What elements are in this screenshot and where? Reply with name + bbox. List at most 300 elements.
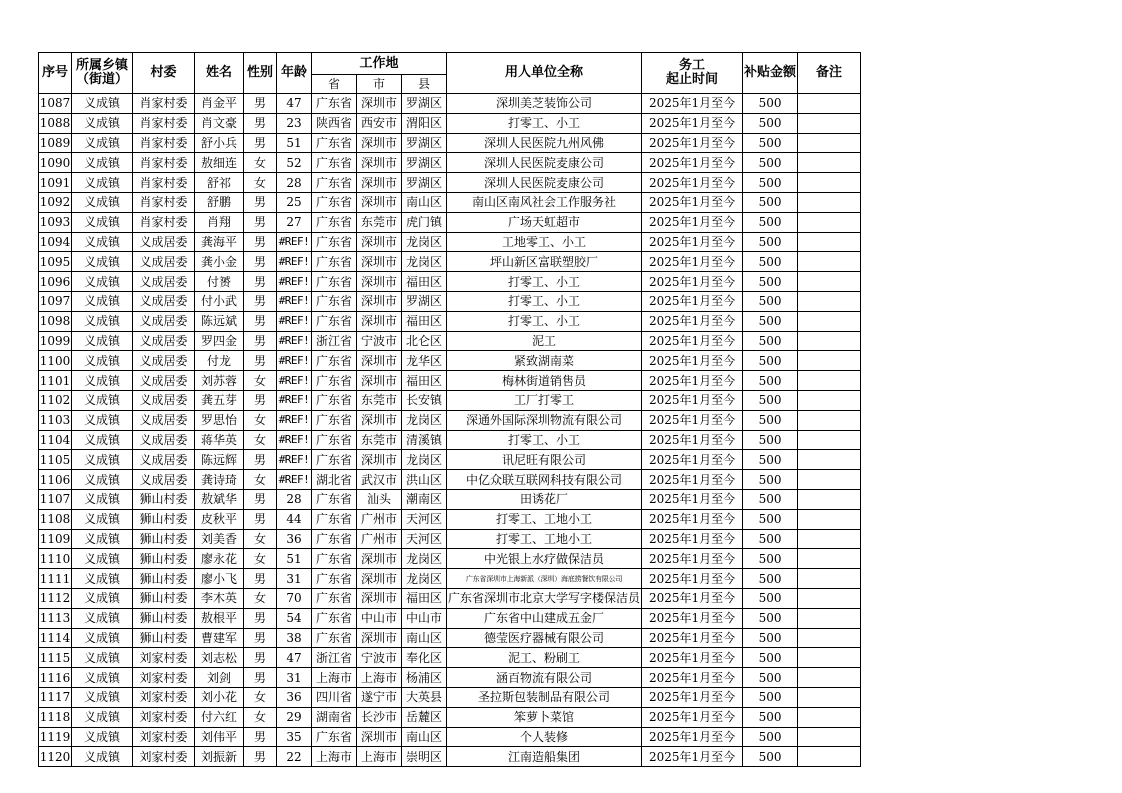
table-row: [39, 470, 861, 490]
cell-remark: [798, 549, 861, 569]
cell-seq: 1091: [39, 173, 72, 193]
cell-remark: [798, 192, 861, 212]
cell-name: 陈远辉: [195, 450, 244, 470]
cell-province: 广东省: [312, 549, 357, 569]
cell-town: 义成镇: [72, 351, 133, 371]
cell-county: 福田区: [402, 371, 447, 391]
cell-gender: 男: [244, 94, 277, 114]
cell-remark: [798, 588, 861, 608]
cell-work-time: 2025年1月至今: [642, 212, 743, 232]
cell-gender: 女: [244, 549, 277, 569]
cell-employer: 深圳美芝装饰公司: [447, 94, 642, 114]
cell-subsidy: 500: [743, 588, 798, 608]
cell-city: 长沙市: [357, 707, 402, 727]
cell-name: 龚海平: [195, 232, 244, 252]
table-body: [39, 94, 861, 767]
cell-gender: 女: [244, 470, 277, 490]
cell-employer: 江南造船集团: [447, 747, 642, 767]
cell-gender: 男: [244, 509, 277, 529]
cell-work-time: 2025年1月至今: [642, 311, 743, 331]
cell-town: 义成镇: [72, 628, 133, 648]
cell-seq: 1109: [39, 529, 72, 549]
cell-remark: [798, 707, 861, 727]
cell-village: 狮山村委: [133, 489, 195, 509]
cell-work-time: 2025年1月至今: [642, 628, 743, 648]
cell-employer: 工地零工、小工: [447, 232, 642, 252]
cell-village: 义成居委: [133, 291, 195, 311]
cell-province: 浙江省: [312, 648, 357, 668]
cell-county: 天河区: [402, 509, 447, 529]
cell-work-time: 2025年1月至今: [642, 232, 743, 252]
cell-city: 深圳市: [357, 371, 402, 391]
cell-age: #REF!: [277, 311, 312, 331]
cell-village: 肖家村委: [133, 113, 195, 133]
cell-subsidy: 500: [743, 450, 798, 470]
cell-name: 廖永花: [195, 549, 244, 569]
cell-county: 渭阳区: [402, 113, 447, 133]
cell-remark: [798, 608, 861, 628]
cell-province: 广东省: [312, 450, 357, 470]
cell-work-time: 2025年1月至今: [642, 133, 743, 153]
cell-village: 肖家村委: [133, 133, 195, 153]
header-province: 省: [312, 75, 357, 94]
cell-work-time: 2025年1月至今: [642, 351, 743, 371]
cell-subsidy: 500: [743, 628, 798, 648]
cell-age: 29: [277, 707, 312, 727]
cell-gender: 男: [244, 628, 277, 648]
cell-age: #REF!: [277, 351, 312, 371]
cell-remark: [798, 648, 861, 668]
cell-county: 清溪镇: [402, 430, 447, 450]
cell-town: 义成镇: [72, 608, 133, 628]
cell-village: 狮山村委: [133, 549, 195, 569]
cell-town: 义成镇: [72, 331, 133, 351]
cell-employer: 深圳人民医院麦康公司: [447, 173, 642, 193]
cell-province: 广东省: [312, 153, 357, 173]
header-workplace: 工作地: [312, 53, 447, 75]
cell-province: 广东省: [312, 390, 357, 410]
cell-name: 敖细连: [195, 153, 244, 173]
cell-age: 51: [277, 133, 312, 153]
cell-remark: [798, 173, 861, 193]
cell-work-time: 2025年1月至今: [642, 153, 743, 173]
cell-name: 龚五芽: [195, 390, 244, 410]
cell-village: 义成居委: [133, 272, 195, 292]
cell-age: 51: [277, 549, 312, 569]
cell-remark: [798, 687, 861, 707]
cell-subsidy: 500: [743, 311, 798, 331]
cell-employer: 打零工、小工: [447, 291, 642, 311]
cell-employer: 泥工、粉刷工: [447, 648, 642, 668]
cell-city: 深圳市: [357, 153, 402, 173]
cell-name: 李木英: [195, 588, 244, 608]
cell-village: 狮山村委: [133, 529, 195, 549]
cell-village: 义成居委: [133, 430, 195, 450]
subsidy-roster-table: [38, 52, 861, 767]
cell-county: 罗湖区: [402, 153, 447, 173]
table-row: [39, 173, 861, 193]
cell-province: 广东省: [312, 212, 357, 232]
cell-work-time: 2025年1月至今: [642, 588, 743, 608]
cell-work-time: 2025年1月至今: [642, 450, 743, 470]
table-row: [39, 133, 861, 153]
cell-county: 龙华区: [402, 351, 447, 371]
header-city: 市: [357, 75, 402, 94]
cell-province: 广东省: [312, 569, 357, 589]
cell-city: 东莞市: [357, 390, 402, 410]
cell-town: 义成镇: [72, 311, 133, 331]
header-gender: 性别: [244, 53, 277, 94]
cell-remark: [798, 470, 861, 490]
cell-work-time: 2025年1月至今: [642, 331, 743, 351]
cell-age: #REF!: [277, 371, 312, 391]
cell-work-time: 2025年1月至今: [642, 272, 743, 292]
cell-county: 潮南区: [402, 489, 447, 509]
cell-employer: 广场天虹超市: [447, 212, 642, 232]
cell-province: 广东省: [312, 94, 357, 114]
header-town-line1: 所属乡镇: [75, 58, 128, 73]
cell-employer: 南山区南风社会工作服务社: [447, 192, 642, 212]
cell-subsidy: 500: [743, 212, 798, 232]
table-row: [39, 628, 861, 648]
cell-gender: 男: [244, 489, 277, 509]
cell-gender: 女: [244, 588, 277, 608]
cell-city: 东莞市: [357, 212, 402, 232]
cell-subsidy: 500: [743, 252, 798, 272]
cell-village: 义成居委: [133, 371, 195, 391]
cell-name: 肖翔: [195, 212, 244, 232]
cell-province: 上海市: [312, 747, 357, 767]
cell-subsidy: 500: [743, 569, 798, 589]
cell-province: 浙江省: [312, 331, 357, 351]
cell-town: 义成镇: [72, 529, 133, 549]
cell-county: 龙岗区: [402, 450, 447, 470]
cell-name: 刘伟平: [195, 727, 244, 747]
table-row: [39, 153, 861, 173]
cell-employer: 泥工: [447, 331, 642, 351]
cell-town: 义成镇: [72, 272, 133, 292]
cell-seq: 1106: [39, 470, 72, 490]
cell-city: 东莞市: [357, 430, 402, 450]
cell-county: 龙岗区: [402, 410, 447, 430]
cell-province: 湖北省: [312, 470, 357, 490]
cell-village: 刘家村委: [133, 687, 195, 707]
cell-city: 深圳市: [357, 549, 402, 569]
cell-age: 28: [277, 489, 312, 509]
cell-town: 义成镇: [72, 450, 133, 470]
cell-remark: [798, 569, 861, 589]
cell-subsidy: 500: [743, 173, 798, 193]
cell-name: 刘苏蓉: [195, 371, 244, 391]
cell-employer: 打零工、工地小工: [447, 529, 642, 549]
cell-province: 广东省: [312, 232, 357, 252]
table-row: [39, 668, 861, 688]
cell-employer: 深圳人民医院九州风佛: [447, 133, 642, 153]
cell-name: 刘志松: [195, 648, 244, 668]
cell-employer: 打零工、小工: [447, 430, 642, 450]
table-row: [39, 192, 861, 212]
cell-seq: 1092: [39, 192, 72, 212]
cell-gender: 女: [244, 707, 277, 727]
cell-name: 舒祁: [195, 173, 244, 193]
cell-employer: 工厂打零工: [447, 390, 642, 410]
cell-town: 义成镇: [72, 509, 133, 529]
cell-work-time: 2025年1月至今: [642, 173, 743, 193]
header-town: [72, 53, 133, 94]
table-row: [39, 608, 861, 628]
cell-province: 广东省: [312, 489, 357, 509]
cell-county: 南山区: [402, 628, 447, 648]
cell-seq: 1116: [39, 668, 72, 688]
table-row: [39, 272, 861, 292]
cell-village: 肖家村委: [133, 153, 195, 173]
cell-remark: [798, 272, 861, 292]
cell-city: 广州市: [357, 529, 402, 549]
cell-age: 70: [277, 588, 312, 608]
cell-town: 义成镇: [72, 410, 133, 430]
table-row: [39, 351, 861, 371]
table-row: [39, 569, 861, 589]
cell-subsidy: 500: [743, 529, 798, 549]
cell-village: 刘家村委: [133, 727, 195, 747]
cell-age: 52: [277, 153, 312, 173]
cell-province: 广东省: [312, 509, 357, 529]
cell-village: 义成居委: [133, 252, 195, 272]
cell-city: 遂宁市: [357, 687, 402, 707]
cell-remark: [798, 351, 861, 371]
cell-city: 广州市: [357, 509, 402, 529]
cell-town: 义成镇: [72, 489, 133, 509]
header-age: 年龄: [277, 53, 312, 94]
table-row: [39, 707, 861, 727]
cell-employer: 梅林街道销售员: [447, 371, 642, 391]
cell-remark: [798, 410, 861, 430]
cell-city: 深圳市: [357, 569, 402, 589]
cell-work-time: 2025年1月至今: [642, 529, 743, 549]
cell-work-time: 2025年1月至今: [642, 94, 743, 114]
cell-subsidy: 500: [743, 509, 798, 529]
cell-subsidy: 500: [743, 648, 798, 668]
cell-work-time: 2025年1月至今: [642, 687, 743, 707]
cell-subsidy: 500: [743, 489, 798, 509]
cell-city: 深圳市: [357, 232, 402, 252]
cell-town: 义成镇: [72, 113, 133, 133]
cell-town: 义成镇: [72, 588, 133, 608]
cell-remark: [798, 331, 861, 351]
cell-seq: 1097: [39, 291, 72, 311]
cell-employer: 打零工、小工: [447, 311, 642, 331]
cell-work-time: 2025年1月至今: [642, 113, 743, 133]
cell-province: 广东省: [312, 311, 357, 331]
cell-city: 深圳市: [357, 628, 402, 648]
cell-province: 广东省: [312, 351, 357, 371]
cell-name: 付龙: [195, 351, 244, 371]
cell-remark: [798, 232, 861, 252]
cell-work-time: 2025年1月至今: [642, 430, 743, 450]
cell-gender: 女: [244, 410, 277, 430]
cell-province: 四川省: [312, 687, 357, 707]
cell-village: 肖家村委: [133, 173, 195, 193]
cell-remark: [798, 668, 861, 688]
cell-age: #REF!: [277, 291, 312, 311]
cell-subsidy: 500: [743, 727, 798, 747]
cell-village: 狮山村委: [133, 588, 195, 608]
cell-seq: 1102: [39, 390, 72, 410]
cell-work-time: 2025年1月至今: [642, 192, 743, 212]
cell-age: 47: [277, 94, 312, 114]
cell-employer: 深圳人民医院麦康公司: [447, 153, 642, 173]
cell-village: 肖家村委: [133, 212, 195, 232]
cell-gender: 男: [244, 192, 277, 212]
cell-seq: 1108: [39, 509, 72, 529]
cell-county: 南山区: [402, 727, 447, 747]
cell-gender: 男: [244, 331, 277, 351]
cell-village: 狮山村委: [133, 608, 195, 628]
cell-village: 义成居委: [133, 232, 195, 252]
table-row: [39, 212, 861, 232]
cell-village: 狮山村委: [133, 628, 195, 648]
table-row: [39, 687, 861, 707]
cell-work-time: 2025年1月至今: [642, 648, 743, 668]
cell-city: 深圳市: [357, 727, 402, 747]
cell-gender: 男: [244, 390, 277, 410]
cell-city: 深圳市: [357, 450, 402, 470]
cell-town: 义成镇: [72, 668, 133, 688]
cell-name: 付六红: [195, 707, 244, 727]
cell-province: 广东省: [312, 588, 357, 608]
cell-age: 54: [277, 608, 312, 628]
cell-subsidy: 500: [743, 747, 798, 767]
cell-gender: 男: [244, 747, 277, 767]
cell-seq: 1087: [39, 94, 72, 114]
cell-seq: 1095: [39, 252, 72, 272]
cell-work-time: 2025年1月至今: [642, 410, 743, 430]
cell-seq: 1098: [39, 311, 72, 331]
cell-village: 狮山村委: [133, 569, 195, 589]
cell-name: 肖文豪: [195, 113, 244, 133]
cell-work-time: 2025年1月至今: [642, 668, 743, 688]
cell-subsidy: 500: [743, 668, 798, 688]
cell-employer: 中光银上水疗做保洁员: [447, 549, 642, 569]
cell-gender: 女: [244, 529, 277, 549]
cell-county: 奉化区: [402, 648, 447, 668]
cell-seq: 1096: [39, 272, 72, 292]
cell-seq: 1100: [39, 351, 72, 371]
cell-province: 广东省: [312, 727, 357, 747]
header-work-time-line1: 务工: [679, 58, 706, 73]
cell-province: 广东省: [312, 133, 357, 153]
cell-county: 龙岗区: [402, 549, 447, 569]
cell-employer: 深通外国际深圳物流有限公司: [447, 410, 642, 430]
cell-seq: 1117: [39, 687, 72, 707]
header-row: [39, 53, 861, 75]
cell-county: 长安镇: [402, 390, 447, 410]
header-work-time: [642, 53, 743, 94]
cell-seq: 1088: [39, 113, 72, 133]
cell-province: 广东省: [312, 192, 357, 212]
cell-remark: [798, 291, 861, 311]
cell-subsidy: 500: [743, 133, 798, 153]
cell-village: 肖家村委: [133, 94, 195, 114]
cell-city: 中山市: [357, 608, 402, 628]
cell-subsidy: 500: [743, 153, 798, 173]
cell-gender: 女: [244, 173, 277, 193]
cell-age: 38: [277, 628, 312, 648]
cell-city: 深圳市: [357, 94, 402, 114]
cell-age: 22: [277, 747, 312, 767]
cell-village: 义成居委: [133, 450, 195, 470]
cell-name: 肖金平: [195, 94, 244, 114]
cell-city: 武汉市: [357, 470, 402, 490]
cell-province: 上海市: [312, 668, 357, 688]
cell-employer: 广东省深圳市上海新派（深圳）海底捞餐饮有限公司: [447, 569, 642, 589]
cell-city: 深圳市: [357, 252, 402, 272]
cell-village: 义成居委: [133, 410, 195, 430]
cell-subsidy: 500: [743, 390, 798, 410]
cell-province: 广东省: [312, 291, 357, 311]
cell-seq: 1090: [39, 153, 72, 173]
cell-subsidy: 500: [743, 470, 798, 490]
cell-town: 义成镇: [72, 549, 133, 569]
table-row: [39, 430, 861, 450]
cell-work-time: 2025年1月至今: [642, 470, 743, 490]
cell-age: #REF!: [277, 450, 312, 470]
cell-county: 天河区: [402, 529, 447, 549]
cell-seq: 1099: [39, 331, 72, 351]
cell-remark: [798, 390, 861, 410]
cell-work-time: 2025年1月至今: [642, 549, 743, 569]
header-town-line2: （街道）: [75, 72, 128, 87]
cell-province: 广东省: [312, 252, 357, 272]
cell-province: 广东省: [312, 410, 357, 430]
cell-seq: 1094: [39, 232, 72, 252]
cell-county: 南山区: [402, 192, 447, 212]
cell-town: 义成镇: [72, 192, 133, 212]
cell-remark: [798, 430, 861, 450]
cell-subsidy: 500: [743, 371, 798, 391]
header-subsidy: 补贴金额: [743, 53, 798, 94]
cell-seq: 1119: [39, 727, 72, 747]
cell-village: 义成居委: [133, 331, 195, 351]
cell-seq: 1103: [39, 410, 72, 430]
cell-age: #REF!: [277, 410, 312, 430]
cell-gender: 男: [244, 232, 277, 252]
cell-county: 崇明区: [402, 747, 447, 767]
cell-name: 刘美香: [195, 529, 244, 549]
cell-employer: 涵百物流有限公司: [447, 668, 642, 688]
cell-seq: 1089: [39, 133, 72, 153]
cell-remark: [798, 94, 861, 114]
cell-town: 义成镇: [72, 133, 133, 153]
cell-name: 敖根平: [195, 608, 244, 628]
cell-seq: 1115: [39, 648, 72, 668]
cell-city: 深圳市: [357, 291, 402, 311]
cell-gender: 男: [244, 133, 277, 153]
cell-city: 西安市: [357, 113, 402, 133]
cell-employer: 广东省深圳市北京大学写字楼保洁员: [447, 588, 642, 608]
cell-village: 刘家村委: [133, 747, 195, 767]
cell-employer: 坪山新区富联塑胶厂: [447, 252, 642, 272]
table-row: [39, 291, 861, 311]
cell-remark: [798, 371, 861, 391]
cell-town: 义成镇: [72, 212, 133, 232]
cell-county: 罗湖区: [402, 291, 447, 311]
cell-gender: 男: [244, 727, 277, 747]
cell-county: 中山市: [402, 608, 447, 628]
cell-county: 福田区: [402, 311, 447, 331]
table-row: [39, 252, 861, 272]
cell-subsidy: 500: [743, 430, 798, 450]
